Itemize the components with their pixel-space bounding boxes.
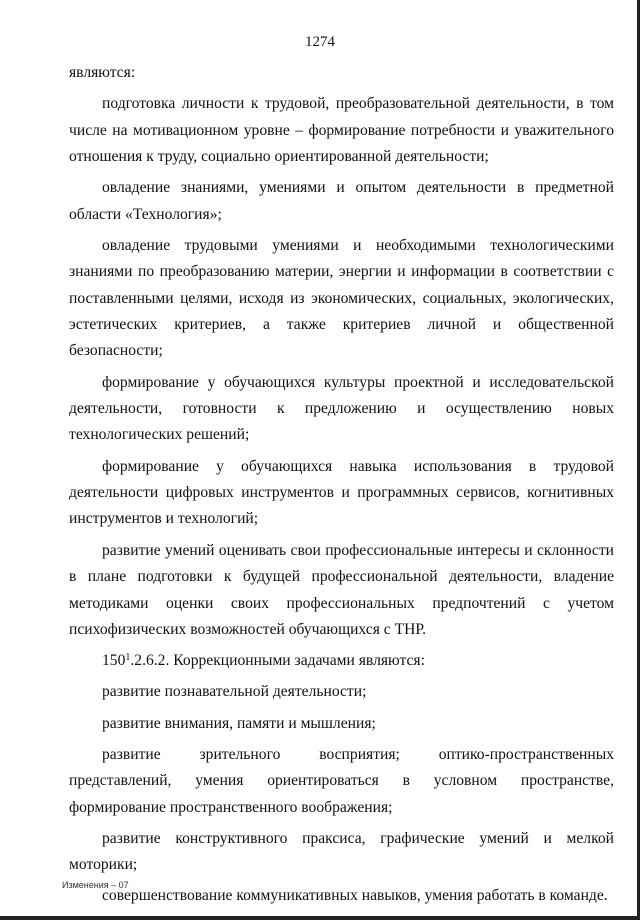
section-number-main: 150 <box>102 652 126 670</box>
section-number-sup: 1 <box>125 652 131 664</box>
paragraph-item: подготовка личности к трудовой, преобразовательной деятельности, в том числе на мотивационном уровне – формирование потребности и уважительного отношения к труду, социально ориентированной деятельности; <box>69 95 614 166</box>
task-item: совершенствование коммуникативных навыков, умения работать в команде. <box>102 887 608 905</box>
task-item: развитие внимания, памяти и мышления; <box>102 714 376 732</box>
section-number-rest: .2.6.2. <box>130 652 170 670</box>
section-text: Коррекционными задачами являются: <box>169 652 425 670</box>
section-heading <box>69 648 614 674</box>
page-number: 1274 <box>305 34 335 50</box>
task-item: развитие зрительного восприятия; оптико-пространственных представлений, умения ориентироваться в условном пространстве, формирование пространственного воображения; <box>69 745 614 816</box>
task-item: развитие познавательной деятельности; <box>102 683 367 701</box>
footer-note: Изменения – 07 <box>62 880 129 890</box>
paragraph-item: овладение трудовыми умениями и необходимыми технологическими знаниями по преобразованию материи, энергии и информации в соответствии с поставленными целями, исходя из экономических, социальных, экологических, эстетических критериев, а также критериев личной и общественной безопасности; <box>69 236 614 360</box>
paragraph-intro: являются: <box>69 64 136 81</box>
document-body <box>69 60 614 915</box>
paragraph-item: формирование у обучающихся навыка использования в трудовой деятельности цифровых инструментов и программных сервисов, когнитивных инструментов и технологий; <box>69 457 614 528</box>
paragraph-item: развитие умений оценивать свои профессиональные интересы и склонности в плане подготовки к будущей профессиональной деятельности, владение методиками оценки своих профессиональных предпочтений с учетом психофизических возможностей обучающихся с ТНР. <box>69 541 614 638</box>
paragraph-item: овладение знаниями, умениями и опытом деятельности в предметной области «Технология»; <box>69 179 614 223</box>
task-item: развитие конструктивного праксиса, графические умений и мелкой моторики; <box>69 829 614 874</box>
scan-edge-bottom <box>0 916 640 920</box>
paragraph-item: формирование у обучающихся культуры проектной и исследовательской деятельности, готовности к предложению и осуществлению новых технологических решений; <box>69 373 614 444</box>
